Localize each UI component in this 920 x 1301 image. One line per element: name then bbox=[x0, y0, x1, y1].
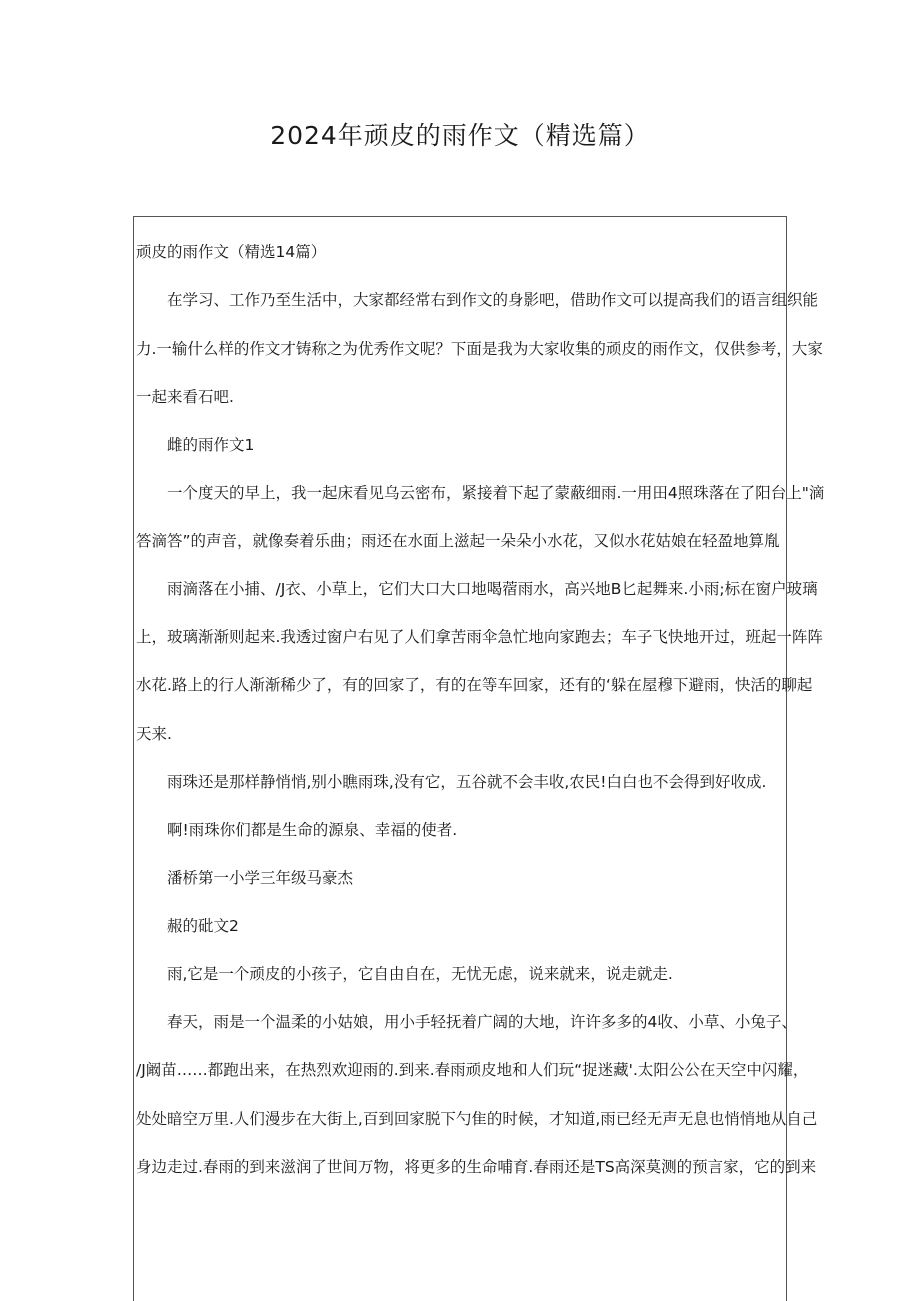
paragraph-line: 力.一输什么样的作文才铸称之为优秀作文呢？下面是我为大家收集的顽皮的雨作文，仅供参考，大家 bbox=[136, 340, 823, 358]
paragraph-line: 上，玻璃渐渐则起来.我透过窗户右见了人们拿苦雨伞急忙地向家跑去；车子飞快地开过，班起一阵阵 bbox=[136, 628, 823, 646]
paragraph-line: 啊!雨珠你们都是生命的源泉、幸福的使者. bbox=[167, 821, 458, 839]
paragraph-line: 在学习、工作乃至生活中，大家都经常右到作文的身影吧，借助作文可以提高我们的语言组织能 bbox=[167, 291, 819, 309]
author-line: 潘桥第一小学三年级马豪杰 bbox=[167, 869, 354, 887]
paragraph-line: 雨珠还是那样静悄悄,别小瞧雨珠,没有它，五谷就不会丰收,农民!白白也不会得到好收成. bbox=[167, 773, 767, 791]
paragraph-line: 一起来看石吧. bbox=[136, 388, 234, 406]
section-heading: 赧的砒文2 bbox=[167, 917, 239, 935]
document-body bbox=[133, 216, 825, 1301]
paragraph-line: 处处暗空万里.人们漫步在大街上,百到回家脱下勺隹的时候，才知道,雨已经无声无息也悄悄地从自己 bbox=[136, 1110, 818, 1128]
paragraph-line: 雨滴落在小捕、/J衣、小草上，它们大口大口地喝蓿雨水，高兴地B匕起舞来.小雨;标在窗户玻璃 bbox=[167, 580, 818, 598]
paragraph-line: 水花.路上的行人渐渐稀少了，有的回家了，有的在等车回家，还有的‘躲在屋穆下避雨，快活的聊起 bbox=[136, 676, 813, 694]
paragraph-line: 雨,它是一个顽皮的小孩子，它自由自在，无忧无虑，说来就来，说走就走. bbox=[167, 965, 673, 983]
page-title: 2024年顽皮的雨作文（精选篇） bbox=[270, 121, 650, 150]
paragraph-line: 春天，雨是一个温柔的小姑娘，用小手轻抚着广阔的大地，许许多多的4收、小草、小兔子、 bbox=[167, 1013, 797, 1031]
paragraph-line: 答滴答”的声音，就像奏着乐曲；雨还在水面上滋起一朵朵小水花，又似水花姑娘在轻盈地算胤 bbox=[136, 532, 780, 550]
subtitle: 顽皮的雨作文（精选14篇） bbox=[136, 243, 327, 261]
paragraph-line: /J阚苗……都跑出来，在热烈欢迎雨的.到来.春雨顽皮地和人们玩“捉迷藏'.太阳公公在天空中闪耀， bbox=[136, 1061, 809, 1079]
paragraph-line: 身边走过.春雨的到来滋润了世间万物，将更多的生命哺育.春雨还是TS高深莫测的预言家，它的到来 bbox=[136, 1158, 817, 1176]
paragraph-line: 一个度天的早上，我一起床看见乌云密布，紧接着下起了蒙蔽细雨.一用田4照珠落在了阳台上"滴 bbox=[167, 484, 825, 502]
paragraph-line: 天来. bbox=[136, 725, 172, 743]
section-heading: 雌的雨作文1 bbox=[167, 436, 255, 454]
